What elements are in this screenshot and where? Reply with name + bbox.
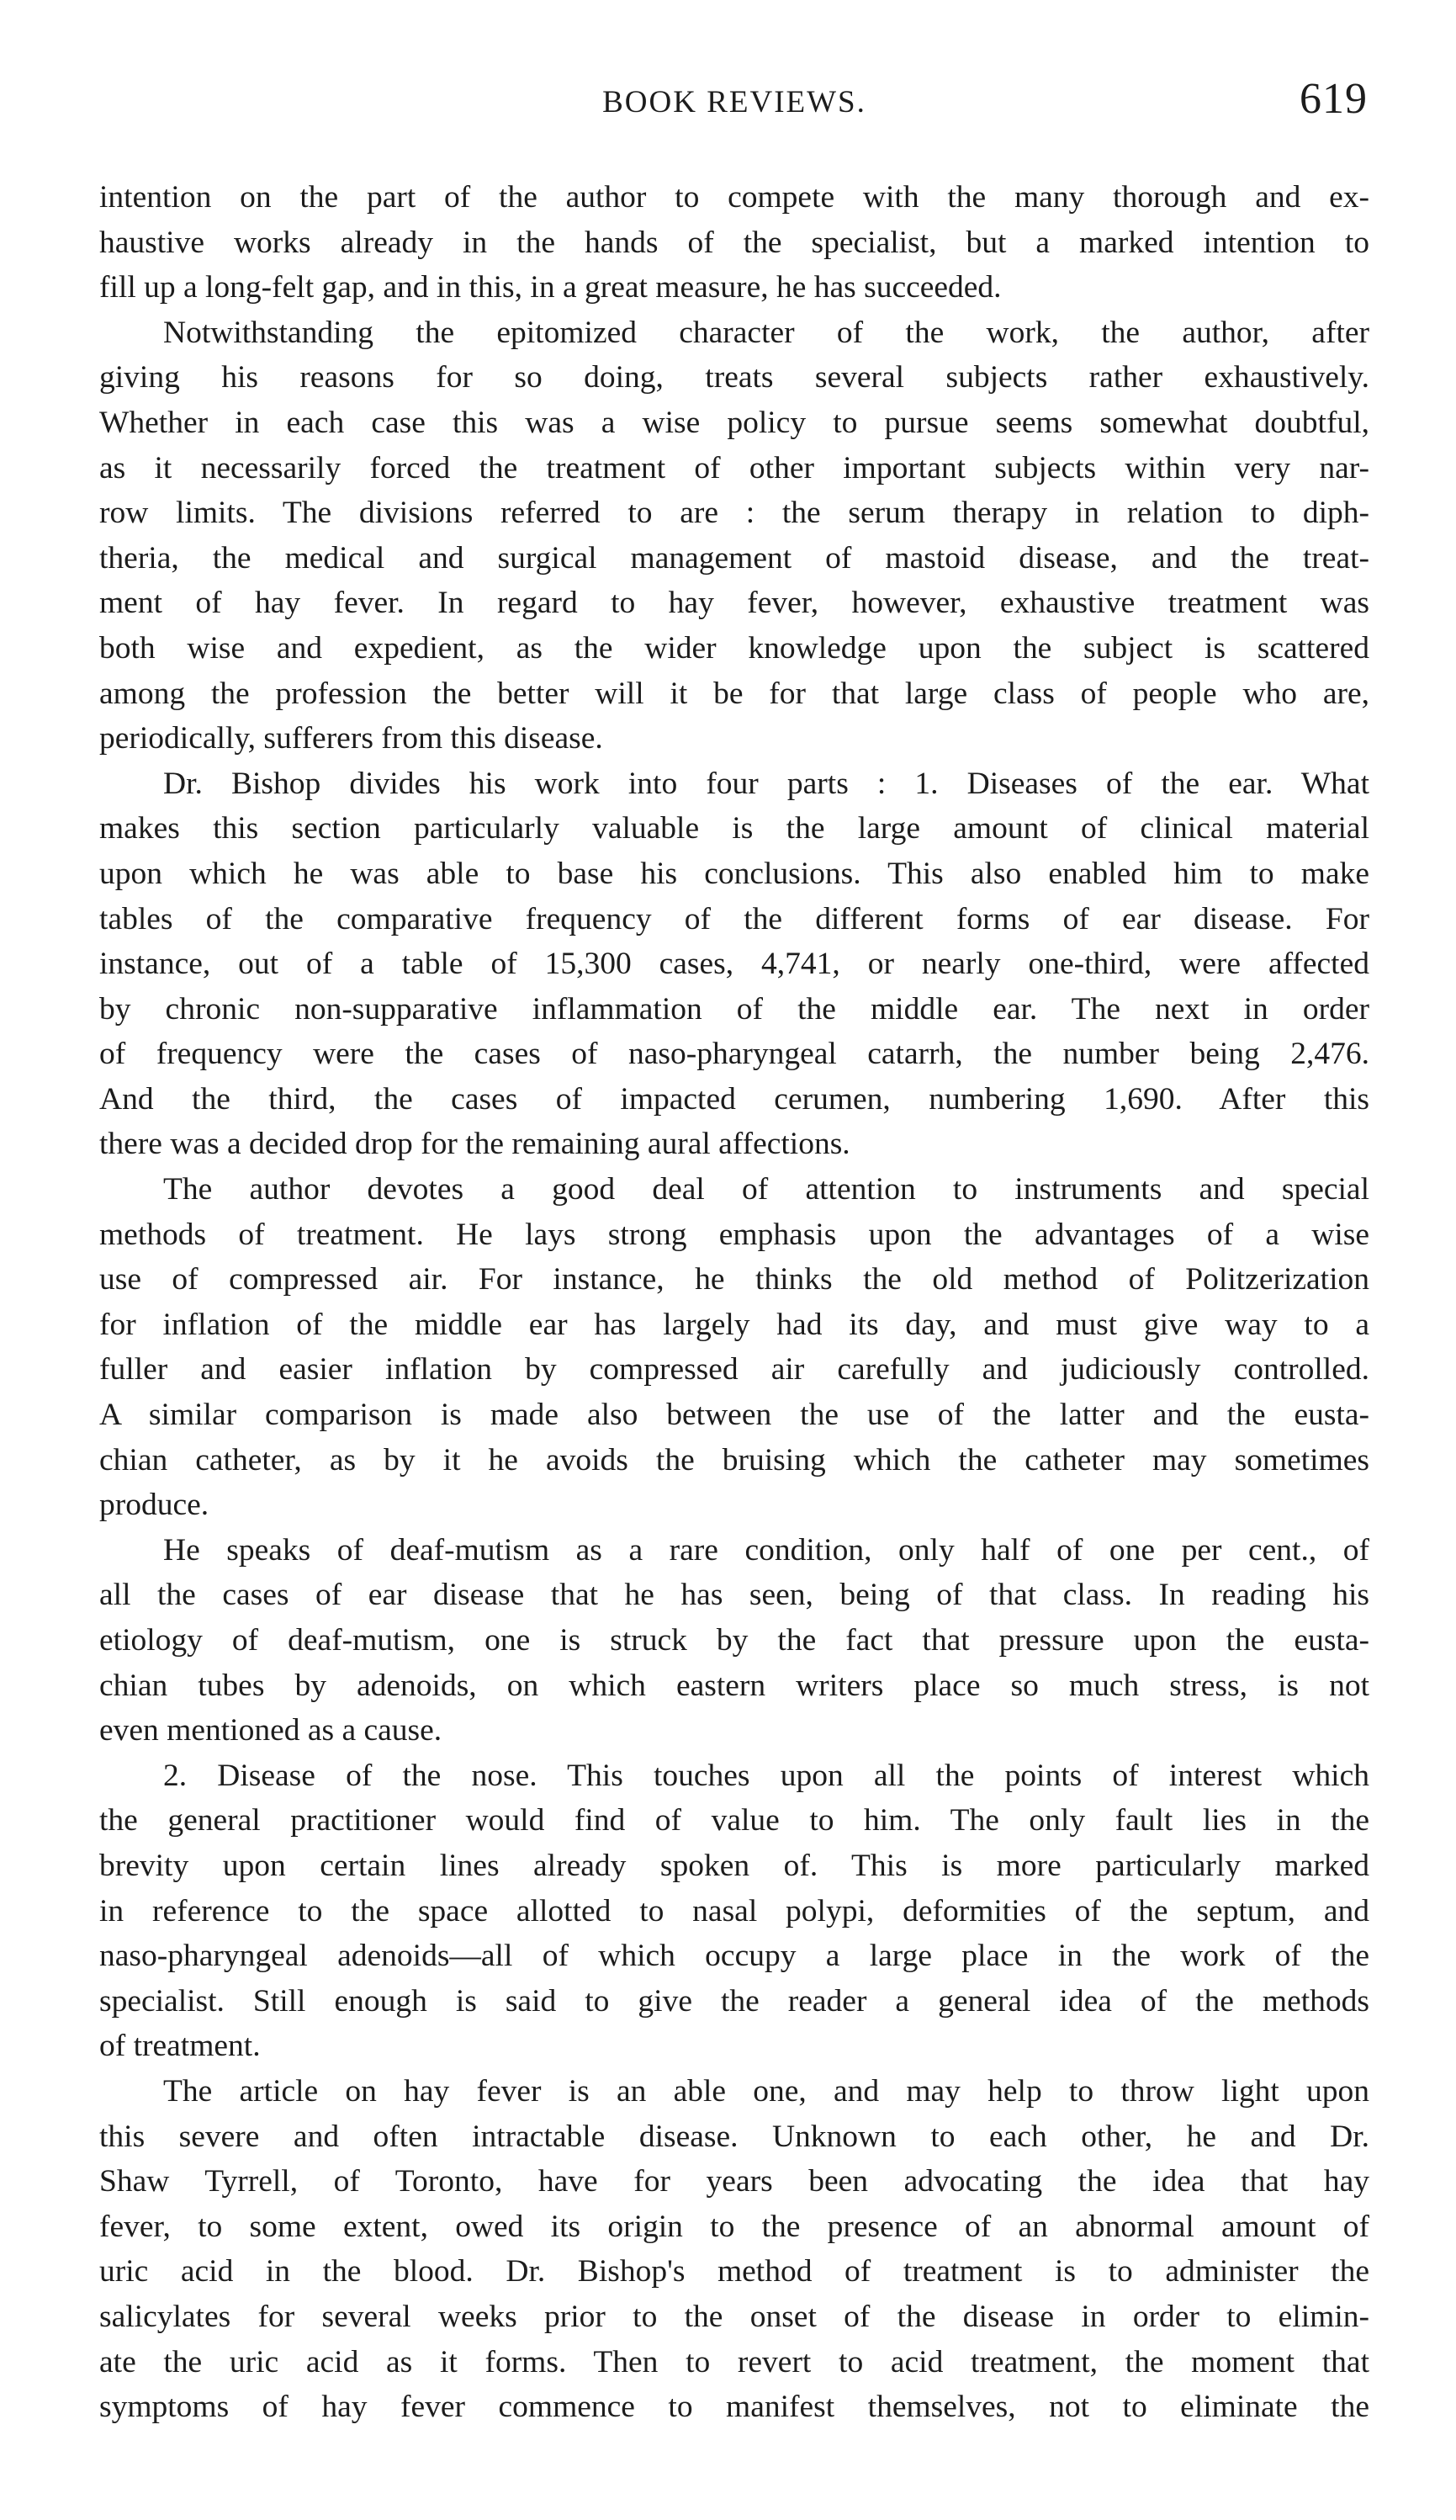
text-line: And the third, the cases of impacted cerumen, numbering 1,690. After this [99,1081,1369,1117]
text-line: chian tubes by adenoids, on which eastern writers place so much stress, is not [99,1668,1369,1703]
text-line: Whether in each case this was a wise policy to pursue seems somewhat doubtful, [99,405,1369,440]
paragraph [99,175,1369,310]
text-line: Shaw Tyrrell, of Toronto, have for years been advocating the idea that hay [99,2164,1369,2199]
text-line: row limits. The divisions referred to are : the serum therapy in relation to diph- [99,496,1369,531]
paragraph [99,1528,1369,1753]
text-line: both wise and expedient, as the wider knowledge upon the subject is scattered [99,630,1369,666]
text-line: giving his reasons for so doing, treats several subjects rather exhaustively. [99,360,1369,395]
paragraph [99,2069,1369,2430]
paragraph [99,761,1369,1167]
text-line: symptoms of hay fever commence to manifest themselves, not to eliminate the [99,2390,1369,2425]
text-line: ment of hay fever. In regard to hay fever, however, exhaustive treatment was [99,586,1369,621]
text-line: A similar comparison is made also between the use of the latter and the eusta- [99,1398,1369,1433]
text-line: of treatment. [99,2029,261,2064]
text-line: all the cases of ear disease that he has seen, being of that class. In reading his [99,1578,1369,1613]
paragraph [99,310,1369,761]
running-head [99,74,1369,133]
page-number: 619 [1300,75,1368,123]
text-line: brevity upon certain lines already spoken of. This is more particularly marked [99,1848,1369,1883]
text-line: even mentioned as a cause. [99,1713,442,1748]
text-line: fever, to some extent, owed its origin to the presence of an abnormal amount of [99,2209,1369,2244]
text-line: among the profession the better will it be for that large class of people who are, [99,676,1369,711]
text-line: this severe and often intractable disease. Unknown to each other, he and Dr. [99,2119,1369,2154]
text-line: produce. [99,1488,209,1523]
text-line: tables of the comparative frequency of the different forms of ear disease. For [99,901,1369,936]
body-text [99,175,1369,2430]
text-line: salicylates for several weeks prior to the onset of the disease in order to elimin- [99,2299,1369,2334]
text-line: use of compressed air. For instance, he thinks the old method of Politzerization [99,1262,1369,1297]
text-line: the general practitioner would find of value to him. The only fault lies in the [99,1803,1369,1838]
text-line: Notwithstanding the epitomized character of the work, the author, after [163,315,1369,350]
text-line: etiology of deaf-mutism, one is struck by the fact that pressure upon the eusta- [99,1623,1369,1658]
running-title: BOOK REVIEWS. [602,85,866,119]
text-line: methods of treatment. He lays strong emphasis upon the advantages of a wise [99,1217,1369,1252]
text-line: haustive works already in the hands of the specialist, but a marked intention to [99,225,1369,260]
text-line: The article on hay fever is an able one, and may help to throw light upon [163,2073,1369,2109]
text-line: fuller and easier inflation by compressed air carefully and judiciously controlled. [99,1352,1369,1387]
paragraph [99,1167,1369,1528]
text-line: chian catheter, as by it he avoids the bruising which the catheter may sometimes [99,1442,1369,1478]
text-line: intention on the part of the author to compete with the many thorough and ex- [99,180,1369,215]
text-line: naso-pharyngeal adenoids—all of which occupy a large place in the work of the [99,1939,1369,1974]
text-line: periodically, sufferers from this disease. [99,721,603,756]
text-line: fill up a long-felt gap, and in this, in a great measure, he has succeeded. [99,270,1002,305]
text-line: by chronic non-supparative inflammation of the middle ear. The next in order [99,991,1369,1027]
text-line: specialist. Still enough is said to give the reader a general idea of the methods [99,1983,1369,2019]
text-line: uric acid in the blood. Dr. Bishop's method of treatment is to administer the [99,2254,1369,2289]
text-line: instance, out of a table of 15,300 cases, 4,741, or nearly one-third, were affected [99,947,1369,982]
text-line: makes this section particularly valuable is the large amount of clinical material [99,811,1369,846]
text-line: The author devotes a good deal of attention to instruments and special [163,1172,1369,1207]
text-line: for inflation of the middle ear has largely had its day, and must give way to a [99,1307,1369,1342]
text-line: Dr. Bishop divides his work into four parts : 1. Diseases of the ear. What [163,766,1369,801]
text-line: theria, the medical and surgical management of mastoid disease, and the treat- [99,540,1369,576]
text-line: 2. Disease of the nose. This touches upon all the points of interest which [163,1758,1369,1793]
text-line: as it necessarily forced the treatment of other important subjects within very nar- [99,450,1369,485]
text-line: ate the uric acid as it forms. Then to revert to acid treatment, the moment that [99,2344,1369,2379]
text-line: in reference to the space allotted to nasal polypi, deformities of the septum, and [99,1893,1369,1928]
paragraph [99,1753,1369,2069]
text-line: there was a decided drop for the remaining aural affections. [99,1127,850,1162]
text-line: of frequency were the cases of naso-pharyngeal catarrh, the number being 2,476. [99,1037,1369,1072]
text-line: He speaks of deaf-mutism as a rare condition, only half of one per cent., of [163,1532,1369,1568]
text-line: upon which he was able to base his conclusions. This also enabled him to make [99,856,1369,891]
